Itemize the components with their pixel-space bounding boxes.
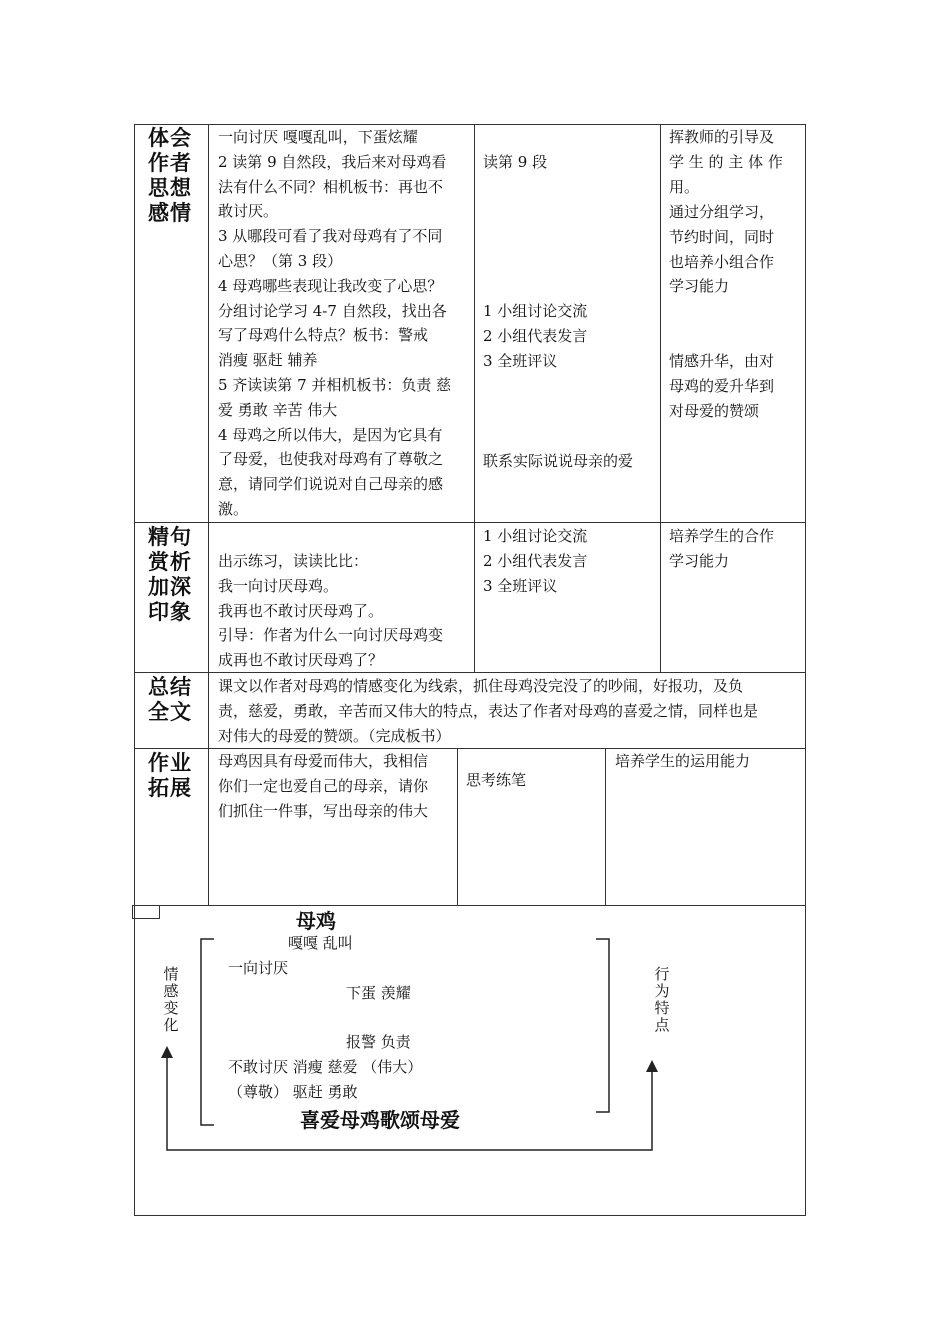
row1-heading: 体会 作者 思想 感情 <box>148 126 192 225</box>
row1-purpose-group: 通过分组学习， 节约时间，同时 也培养小组合作 学习能力 <box>669 203 775 296</box>
row-divider <box>134 522 805 523</box>
board-small-box <box>132 905 160 919</box>
col-divider <box>457 748 458 905</box>
row2-teacher-activity: 出示练习，读读比比： 我一向讨厌母鸡。 我再也不敢讨厌母鸡了。 引导：作者为什么一向讨厌母鸡变 成再也不敢讨厌母鸡了？ <box>218 552 444 670</box>
row1-student-mother: 联系实际说说母亲的爱 <box>483 452 634 470</box>
row2-student-activity: 1 小组讨论交流 2 小组代表发言 3 全班评议 <box>483 527 588 595</box>
row1-purpose-emotion: 情感升华，由对 母鸡的爱升华到 对母爱的赞颂 <box>669 352 775 420</box>
board-right-label: 行 为 特 点 <box>654 965 670 1034</box>
col-divider <box>660 124 661 672</box>
board-line-3: 下蛋 羡耀 <box>346 984 411 1002</box>
board-line-4: 报警 负责 <box>346 1033 411 1051</box>
board-line-2: 一向讨厌 <box>228 959 289 977</box>
row1-student-group: 1 小组讨论交流 2 小组代表发言 3 全班评议 <box>483 302 588 370</box>
col-divider <box>605 748 606 905</box>
row2-purpose: 培养学生的合作 学习能力 <box>669 527 775 570</box>
col-divider <box>474 124 475 672</box>
board-line-1: 嘎嘎 乱叫 <box>288 934 353 952</box>
col-divider <box>208 124 209 905</box>
row4-homework: 母鸡因具有母爱而伟大，我相信 你们一定也爱自己的母亲，请你 们抓住一件事，写出母亲的伟大 <box>218 752 429 820</box>
row1-teacher-activity: 一向讨厌 嘎嘎乱叫，下蛋炫耀 2 读第 9 自然段，我后来对母鸡看 法有什么不同？相机板书：再也不 敢讨厌。 3 从哪段可看了我对母鸡有了不同 心思？（第 3 段） 4 母鸡哪些表现让我改变了心思？ 分组讨论学习 4-7 自然段，找出各 写了母鸡什么特点？板书：警戒 消瘦 驱赶 辅养 5 齐读读第 7 并相机板书：负责 慈 爱 勇敢 辛苦 伟大 4 母鸡之所以伟大，是因为它具有 了母爱，也使我对母鸡有了尊敬之 意，请同学们说说对自己母亲的感 激。 <box>218 128 452 518</box>
board-line-6: （尊敬） 驱赶 勇敢 <box>228 1083 358 1101</box>
row3-summary: 课文以作者对母鸡的情感变化为线索，抓住母鸡没完没了的吵闹，好报功，及负 责，慈爱，勇敢，辛苦而又伟大的特点，表达了作者对母鸡的喜爱之情，同样也是 对伟大的母爱的赞颂。（完成板书） <box>218 677 759 745</box>
board-bottom-title: 喜爱母鸡歌颂母爱 <box>300 1108 460 1132</box>
row1-purpose-guide: 挥教师的引导及 学 生 的 主 体 作 用。 <box>669 128 783 196</box>
row3-heading: 总结 全文 <box>148 675 192 724</box>
board-line-5: 不敢讨厌 消瘦 慈爱 （伟大） <box>228 1058 423 1076</box>
row4-purpose: 培养学生的运用能力 <box>615 752 751 770</box>
row1-student-read: 读第 9 段 <box>483 153 548 171</box>
row4-student: 思考练笔 <box>466 771 527 789</box>
board-left-label: 情 感 变 化 <box>163 965 179 1034</box>
board-title: 母鸡 <box>296 909 336 933</box>
row2-heading: 精句 赏析 加深 印象 <box>148 525 192 624</box>
row4-heading: 作业 拓展 <box>148 751 192 800</box>
row-divider <box>134 905 805 906</box>
